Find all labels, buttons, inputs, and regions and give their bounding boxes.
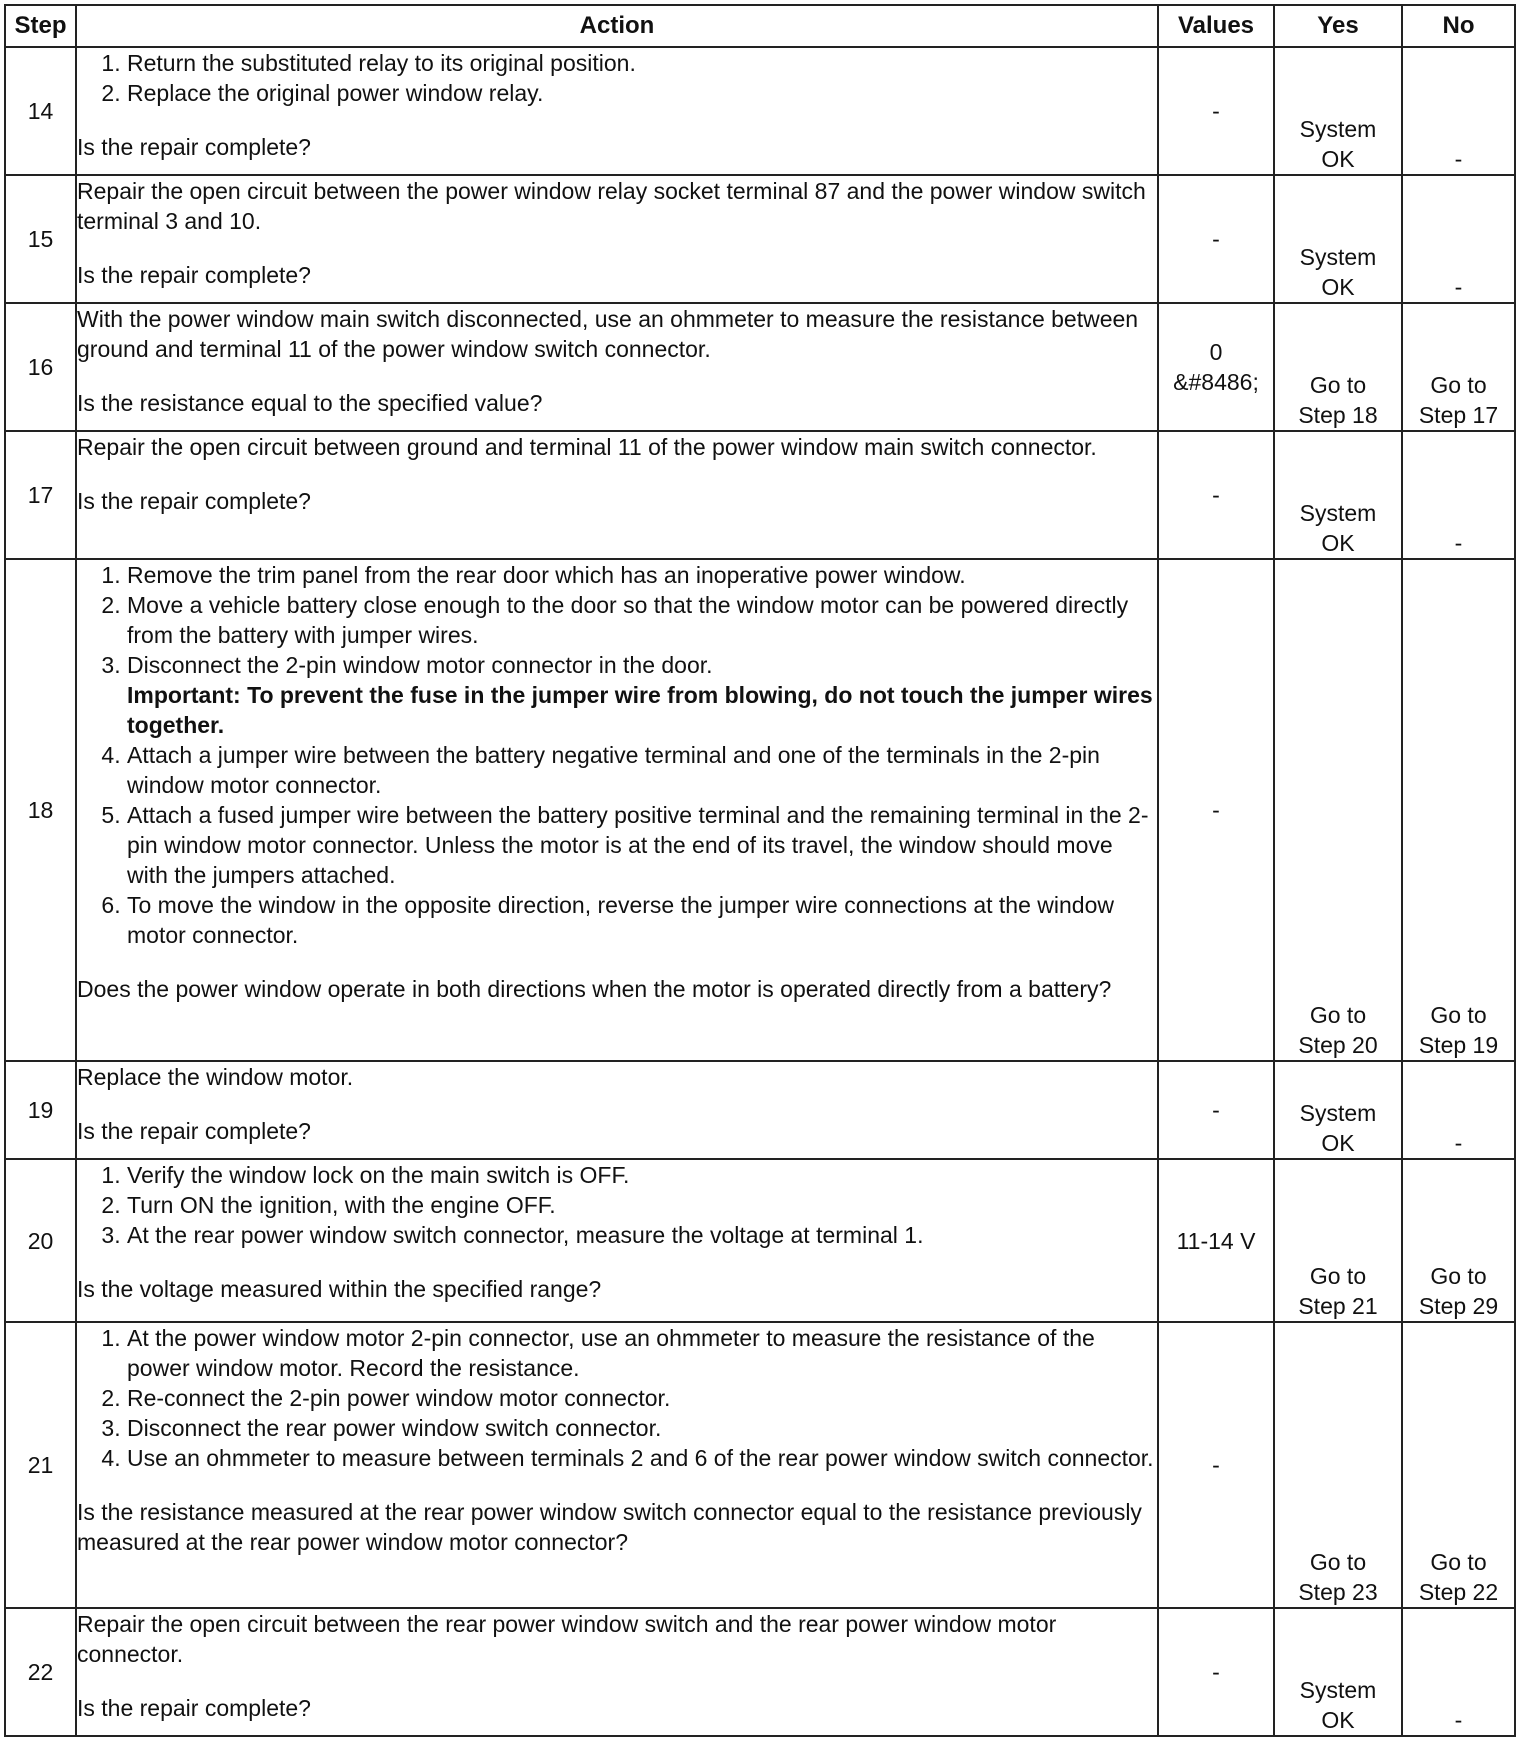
- action-list: [77, 1160, 1157, 1250]
- action-item: 2. Turn ON the ignition, with the engine OFF.: [127, 1190, 1157, 1220]
- yes-line: OK: [1321, 274, 1355, 300]
- action-cell: [76, 1608, 1158, 1736]
- yes-line: OK: [1321, 1707, 1355, 1733]
- yes-line: OK: [1321, 530, 1355, 556]
- action-item: [127, 650, 1157, 740]
- values-cell: -: [1158, 559, 1274, 1061]
- action-list: [77, 1323, 1157, 1473]
- no-line: Go to: [1430, 1002, 1487, 1028]
- header-action: Action: [76, 5, 1158, 47]
- no-cell: [1402, 175, 1515, 303]
- values-cell: -: [1158, 175, 1274, 303]
- header-yes: Yes: [1274, 5, 1402, 47]
- action-item: 4. Attach a jumper wire between the battery negative terminal and one of the terminals in the 2-pin window motor connector.: [127, 740, 1157, 800]
- values-cell: 11-14 V: [1158, 1159, 1274, 1322]
- action-item: 3. At the rear power window switch connector, measure the voltage at terminal 1.: [127, 1220, 1157, 1250]
- step-number: 18: [5, 559, 76, 1061]
- action-item: 2. Move a vehicle battery close enough to the door so that the window motor can be powered directly from the battery with jumper wires.: [127, 590, 1157, 650]
- action-item: 1. Remove the trim panel from the rear door which has an inoperative power window.: [127, 560, 1157, 590]
- header-values: Values: [1158, 5, 1274, 47]
- step-number: 20: [5, 1159, 76, 1322]
- no-line: -: [1454, 274, 1463, 300]
- action-item: 1. Verify the window lock on the main switch is OFF.: [127, 1160, 1157, 1190]
- header-row: [5, 5, 1515, 47]
- action-text: Repair the open circuit between the power window relay socket terminal 87 and the power window switch terminal 3 and 10.: [77, 178, 1146, 234]
- step-number: 17: [5, 431, 76, 559]
- action-item: 2. Re-connect the 2-pin power window motor connector.: [127, 1383, 1157, 1413]
- yes-cell: [1274, 559, 1402, 1061]
- table-row: [5, 431, 1515, 559]
- action-item: 1. Return the substituted relay to its original position.: [127, 48, 1157, 78]
- yes-line: Go to: [1309, 1002, 1367, 1028]
- yes-line: Step 21: [1298, 1293, 1378, 1319]
- yes-line: Go to: [1309, 372, 1367, 398]
- no-line: -: [1454, 530, 1463, 556]
- values-line: &#8486;: [1173, 369, 1259, 395]
- action-question: Is the resistance measured at the rear power window switch connector equal to the resistance previously measured at the rear power window motor connector?: [77, 1499, 1142, 1555]
- step-number: 16: [5, 303, 76, 431]
- action-item-text: Disconnect the 2-pin window motor connector in the door.: [127, 652, 713, 678]
- action-list: [77, 560, 1157, 950]
- table-row: [5, 1322, 1515, 1608]
- important-note: Important: To prevent the fuse in the jumper wire from blowing, do not touch the jumper wires together.: [127, 682, 1153, 738]
- yes-line: System: [1299, 1677, 1377, 1703]
- values-cell: -: [1158, 1322, 1274, 1608]
- table-row: [5, 47, 1515, 175]
- values-cell: -: [1158, 1608, 1274, 1736]
- yes-line: System: [1299, 500, 1377, 526]
- no-line: -: [1454, 1130, 1463, 1156]
- table-row: [5, 1608, 1515, 1736]
- yes-line: System: [1299, 244, 1377, 270]
- action-item: 3. Disconnect the rear power window switch connector.: [127, 1413, 1157, 1443]
- values-cell: -: [1158, 431, 1274, 559]
- yes-line: Go to: [1309, 1549, 1367, 1575]
- action-cell: [76, 47, 1158, 175]
- action-cell: [76, 559, 1158, 1061]
- yes-line: Step 20: [1298, 1032, 1378, 1058]
- yes-line: OK: [1321, 1130, 1355, 1156]
- yes-line: Step 23: [1298, 1579, 1378, 1605]
- yes-line: OK: [1321, 146, 1355, 172]
- action-item: 6. To move the window in the opposite direction, reverse the jumper wire connections at the window motor connector.: [127, 890, 1157, 950]
- action-question: Does the power window operate in both directions when the motor is operated directly from a battery?: [77, 976, 1112, 1002]
- action-item: 2. Replace the original power window relay.: [127, 78, 1157, 108]
- no-cell: [1402, 431, 1515, 559]
- table-row: [5, 559, 1515, 1061]
- no-cell: [1402, 47, 1515, 175]
- step-number: 15: [5, 175, 76, 303]
- action-question: Is the repair complete?: [77, 1118, 311, 1144]
- no-line: Step 29: [1418, 1293, 1499, 1319]
- action-question: Is the repair complete?: [77, 1695, 311, 1721]
- action-item: 1. At the power window motor 2-pin connector, use an ohmmeter to measure the resistance of the power window motor. Record the resistance.: [127, 1323, 1157, 1383]
- yes-cell: [1274, 47, 1402, 175]
- action-item: 5. Attach a fused jumper wire between the battery positive terminal and the remaining terminal in the 2-pin window motor connector. Unless the motor is at the end of its travel, the window should move with the jumpers attached.: [127, 800, 1157, 890]
- yes-cell: [1274, 1322, 1402, 1608]
- no-line: Step 19: [1418, 1032, 1499, 1058]
- action-question: Is the repair complete?: [77, 262, 311, 288]
- action-text: Replace the window motor.: [77, 1064, 354, 1090]
- step-number: 19: [5, 1061, 76, 1159]
- action-question: Is the repair complete?: [77, 134, 311, 160]
- action-text: With the power window main switch disconnected, use an ohmmeter to measure the resistance between ground and terminal 11 of the power window switch connector.: [77, 306, 1139, 362]
- table-row: [5, 303, 1515, 431]
- step-number: 14: [5, 47, 76, 175]
- no-line: Step 22: [1418, 1579, 1499, 1605]
- yes-cell: [1274, 175, 1402, 303]
- header-no: No: [1402, 5, 1515, 47]
- step-number: 22: [5, 1608, 76, 1736]
- yes-cell: [1274, 1608, 1402, 1736]
- action-cell: [76, 1159, 1158, 1322]
- header-step: Step: [5, 5, 76, 47]
- no-line: Go to: [1430, 1549, 1487, 1575]
- action-list: [77, 48, 1157, 108]
- values-cell: [1158, 303, 1274, 431]
- values-line: 0: [1209, 339, 1223, 365]
- yes-line: System: [1299, 1100, 1377, 1126]
- action-item: 4. Use an ohmmeter to measure between terminals 2 and 6 of the rear power window switch connector.: [127, 1443, 1157, 1473]
- yes-cell: [1274, 1061, 1402, 1159]
- no-cell: [1402, 1159, 1515, 1322]
- table-row: [5, 175, 1515, 303]
- table-row: [5, 1159, 1515, 1322]
- no-cell: [1402, 1608, 1515, 1736]
- action-question: Is the repair complete?: [77, 488, 311, 514]
- action-question: Is the resistance equal to the specified value?: [77, 390, 543, 416]
- yes-line: System: [1299, 116, 1377, 142]
- action-text: Repair the open circuit between the rear power window switch and the rear power window motor connector.: [77, 1611, 1057, 1667]
- action-cell: [76, 303, 1158, 431]
- no-line: Go to: [1430, 372, 1487, 398]
- yes-cell: [1274, 303, 1402, 431]
- no-line: Step 17: [1418, 402, 1499, 428]
- no-cell: [1402, 1061, 1515, 1159]
- no-cell: [1402, 303, 1515, 431]
- step-number: 21: [5, 1322, 76, 1608]
- no-line: Go to: [1430, 1263, 1487, 1289]
- no-cell: [1402, 559, 1515, 1061]
- action-text: Repair the open circuit between ground and terminal 11 of the power window main switch connector.: [77, 434, 1097, 460]
- no-line: -: [1454, 1707, 1463, 1733]
- yes-cell: [1274, 431, 1402, 559]
- yes-line: Step 18: [1298, 402, 1378, 428]
- action-cell: [76, 175, 1158, 303]
- diagnostic-table: [4, 4, 1516, 1737]
- values-cell: -: [1158, 47, 1274, 175]
- values-cell: -: [1158, 1061, 1274, 1159]
- action-cell: [76, 1061, 1158, 1159]
- action-cell: [76, 431, 1158, 559]
- action-cell: [76, 1322, 1158, 1608]
- yes-line: Go to: [1309, 1263, 1367, 1289]
- action-question: Is the voltage measured within the specified range?: [77, 1276, 602, 1302]
- no-line: -: [1454, 146, 1463, 172]
- no-cell: [1402, 1322, 1515, 1608]
- yes-cell: [1274, 1159, 1402, 1322]
- table-row: [5, 1061, 1515, 1159]
